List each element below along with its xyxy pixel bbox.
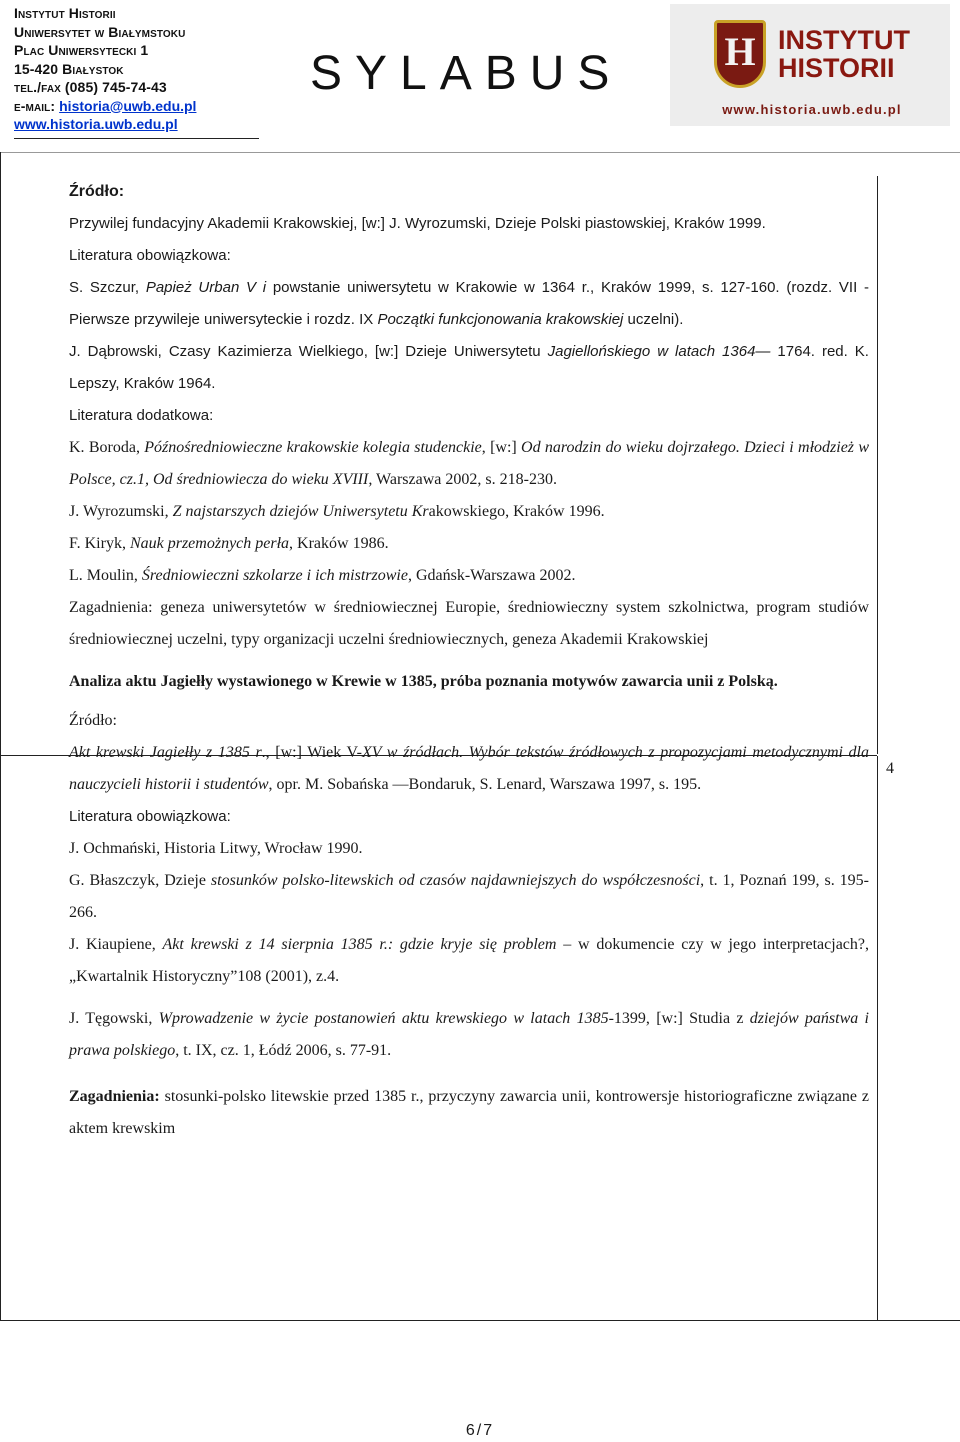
required-literature-heading: Literatura obowiązkowa:: [69, 808, 231, 825]
institute-logo: [670, 4, 950, 126]
additional-literature-item: F. Kiryk, Nauk przemożnych perła, Kraków 1986.: [69, 535, 389, 552]
university-name: Uniwersytet w Białymstoku: [14, 23, 186, 40]
source-text: Przywilej fundacyjny Akademii Krakowskiej, [w:] J. Wyrozumski, Dzieje Polski piastowskiej, Kraków 1999.: [69, 215, 766, 232]
required-literature-item: J. Tęgowski, Wprowadzenie w życie postanowień aktu krewskiego w latach 1385-1399, [w:] Studia z dziejów państwa i prawa polskiego, t. IX, cz. 1, Łódź 2006, s. 77-91.: [69, 1010, 869, 1059]
table-bottom-border: [0, 1320, 960, 1321]
website-link[interactable]: www.historia.uwb.edu.pl: [14, 116, 178, 132]
email-label: e-mail:: [14, 97, 60, 114]
table-column-divider: [877, 756, 878, 1321]
additional-literature-item: L. Moulin, Średniowieczni szkolarze i ich mistrzowie, Gdańsk-Warszawa 2002.: [69, 567, 576, 584]
crest-icon: H: [714, 20, 766, 88]
phone-fax: tel./fax (085) 745-74-43: [14, 79, 167, 95]
page-number: 6/7: [465, 1422, 495, 1439]
additional-literature-item: J. Wyrozumski, Z najstarszych dziejów Uniwersytetu Krakowskiego, Kraków 1996.: [69, 503, 605, 520]
logo-name: [778, 26, 910, 82]
document-title: SYLABUS: [310, 47, 623, 100]
required-literature-item: J. Dąbrowski, Czasy Kazimierza Wielkiego, [w:] Dzieje Uniwersytetu Jagiellońskiego w latach 1364— 1764. red. K. Lepszy, Kraków 1964.: [69, 343, 869, 392]
logo-line2: HISTORII: [778, 53, 895, 83]
additional-literature-heading: Literatura dodatkowa:: [69, 407, 214, 424]
syllabus-content: [69, 176, 869, 1145]
logo-url: www.historia.uwb.edu.pl: [722, 102, 902, 117]
issues-paragraph: Zagadnienia: stosunki-polsko litewskie przed 1385 r., przyczyny zawarcia unii, kontrowersje historiograficzne związane z aktem krewskim: [69, 1088, 869, 1137]
postal-city: 15-420 Białystok: [14, 60, 124, 77]
required-literature-item: J. Kiaupiene, Akt krewski z 14 sierpnia 1385 r.: gdzie kryje się problem – w dokumencie czy w jego interpretacjach?, „Kwartalnik Historyczny”108 (2001), z.4.: [69, 936, 870, 985]
additional-literature-item: K. Boroda, Późnośredniowieczne krakowskie kolegia studenckie, [w:] Od narodzin do wieku dojrzałego. Dzieci i młodzież w Polsce, cz.1, Od średniowiecza do wieku XVIII, Warszawa 2002, s. 218-230.: [69, 439, 869, 488]
class-topic: Analiza aktu Jagiełły wystawionego w Krewie w 1385, próba poznania motywów zawarcia unii z Polską.: [69, 673, 778, 690]
table-left-border: [0, 152, 1, 1321]
logo-line1: INSTYTUT: [778, 25, 910, 55]
street-address: Plac Uniwersytecki 1: [14, 42, 149, 58]
required-literature-item: S. Szczur, Papież Urban V i powstanie uniwersytetu w Krakowie w 1364 r., Kraków 1999, s. 127-160. (rozdz. VII - Pierwsze przywileje uniwersyteckie i rozdz. IX Początki funkcjonowania krakowskiej uczelni).: [69, 279, 869, 328]
required-literature-item: J. Ochmański, Historia Litwy, Wrocław 1990.: [69, 840, 363, 857]
institute-address-block: [14, 4, 264, 134]
source-heading: Źródło:: [69, 712, 117, 729]
table-column-divider: [877, 176, 878, 754]
source-heading: Źródło:: [69, 183, 125, 200]
table-top-border: [0, 152, 960, 153]
required-literature-heading: Literatura obowiązkowa:: [69, 247, 231, 264]
email-link[interactable]: historia@uwb.edu.pl: [59, 97, 197, 114]
email-line: [14, 97, 264, 116]
row-number: 4: [886, 760, 894, 777]
header-underline: [14, 138, 259, 139]
source-text: Akt krewski Jagiełły z 1385 r., [w:] Wiek V-XV w źródłach. Wybór tekstów źródłowych z propozycjami metodycznymi dla nauczycieli historii i studentów, opr. M. Sobańska —Bondaruk, S. Lenard, Warszawa 1997, s. 195.: [69, 744, 869, 793]
required-literature-item: G. Błaszczyk, Dzieje stosunków polsko-litewskich od czasów najdawniejszych do współczesności, t. 1, Poznań 199, s. 195-266.: [69, 872, 869, 921]
institute-name: Instytut Historii: [14, 5, 116, 21]
issues-paragraph: Zagadnienia: geneza uniwersytetów w średniowiecznej Europie, średniowieczny system szkolnictwa, program studiów średniowiecznej uczelni, typy organizacji uczelni średniowiecznych, geneza Akademii Krakowskiej: [69, 599, 869, 648]
